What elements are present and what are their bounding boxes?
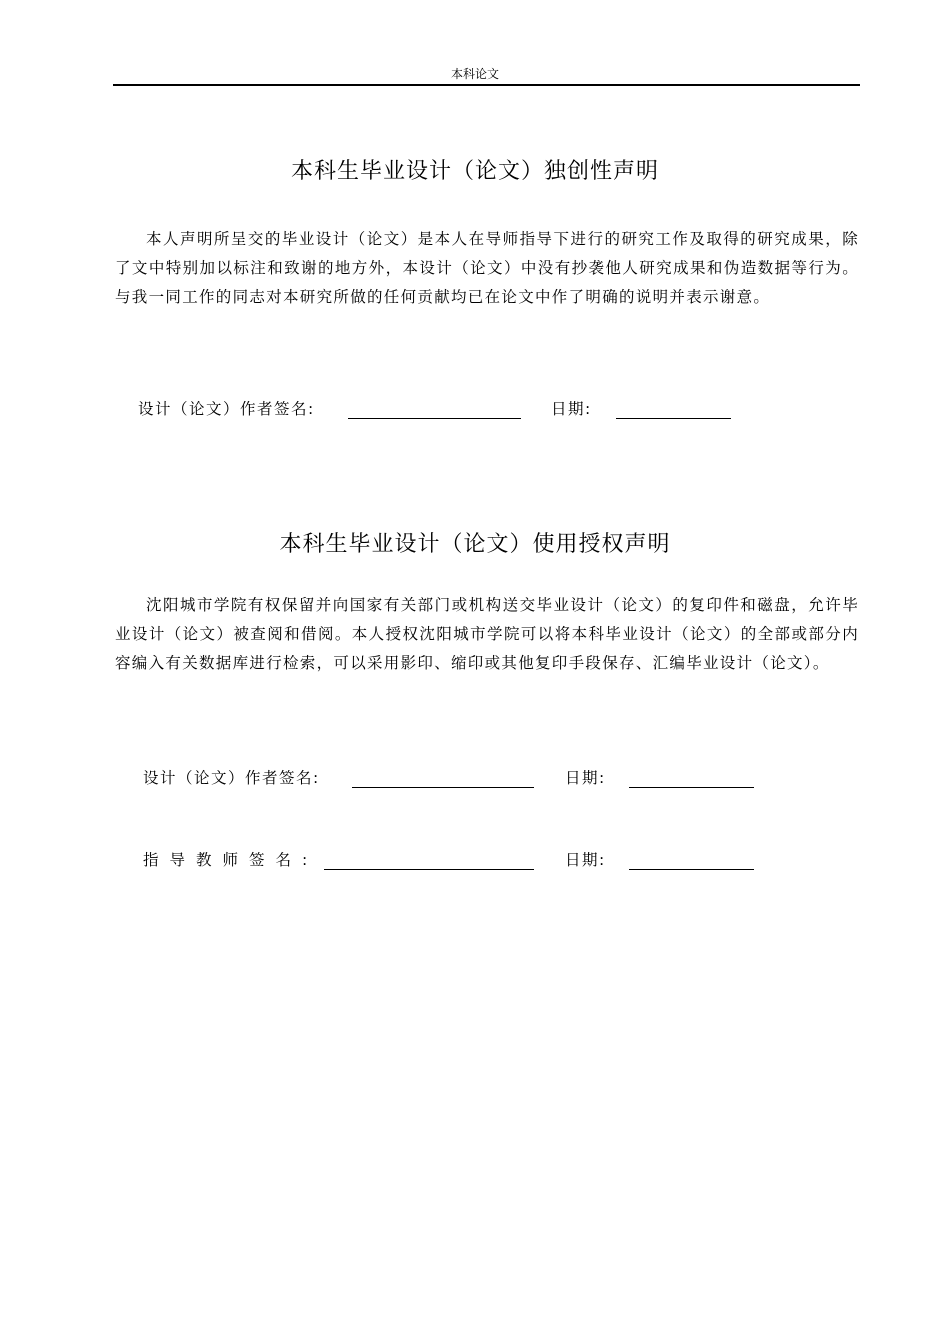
date-label: 日期: [565,851,606,869]
author-signature-line [352,787,534,788]
authorization-title: 本科生毕业设计（论文）使用授权声明 [279,532,671,557]
header-title: 本科论文 [450,67,499,81]
author-signature-label: 设计（论文）作者签名: [138,400,315,418]
date-line [629,869,754,870]
date-label: 日期: [551,400,592,418]
originality-signature-row [138,397,738,421]
date-line [629,787,754,788]
authorization-statement: 沈阳城市学院有权保留并向国家有关部门或机构送交毕业设计（论文）的复印件和磁盘，允许毕业设计（论文）被查阅和借阅。本人授权沈阳城市学院可以将本科毕业设计（论文）的全部或部分内容编入有关数据库进行检索，可以采用影印、缩印或其他复印手段保存、汇编毕业设计（论文）。 [115,596,859,672]
advisor-signature-line [324,869,534,870]
authorization-signature-row [143,766,763,790]
advisor-signature-row [143,848,763,872]
originality-statement: 本人声明所呈交的毕业设计（论文）是本人在导师指导下进行的研究工作及取得的研究成果，除了文中特别加以标注和致谢的地方外，本设计（论文）中没有抄袭他人研究成果和伪造数据等行为。与我一同工作的同志对本研究所做的任何贡献均已在论文中作了明确的说明并表示谢意。 [115,230,859,306]
advisor-signature-label: 指导教师签名: [143,851,319,869]
date-label: 日期: [565,769,606,787]
author-signature-line [348,418,521,419]
date-line [616,418,731,419]
author-signature-label: 设计（论文）作者签名: [143,769,320,787]
originality-title: 本科生毕业设计（论文）独创性声明 [290,159,659,184]
header-rule [113,84,860,86]
